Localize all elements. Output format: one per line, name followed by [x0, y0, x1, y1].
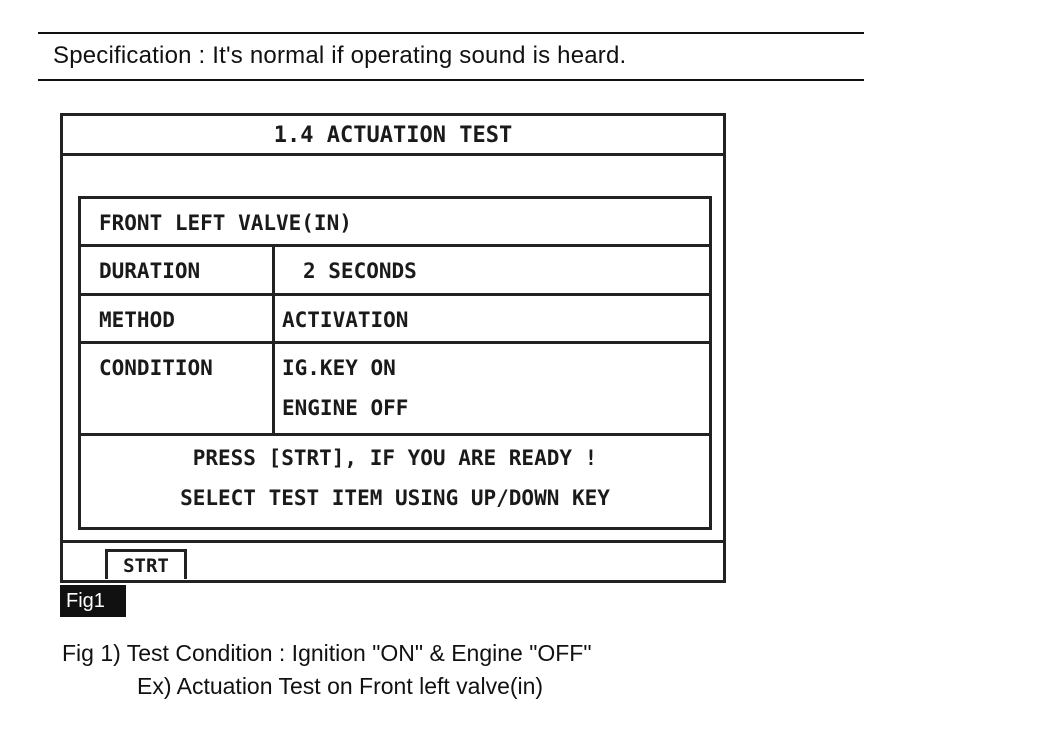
top-rule — [38, 32, 864, 34]
method-value: ACTIVATION — [282, 308, 409, 332]
figure-tag: Fig1 — [60, 585, 126, 617]
softkey-strip — [63, 540, 723, 580]
test-info-box — [78, 196, 712, 530]
condition-label: CONDITION — [99, 356, 213, 380]
duration-value: 2 SECONDS — [303, 259, 417, 283]
test-item-row — [81, 199, 709, 247]
figure-caption-line2: Ex) Actuation Test on Front left valve(in) — [137, 673, 544, 699]
bottom-rule — [38, 79, 864, 81]
start-softkey[interactable]: STRT — [105, 549, 187, 579]
screen-title: 1.4 ACTUATION TEST — [63, 116, 723, 156]
method-label: METHOD — [99, 308, 175, 332]
test-item-name: FRONT LEFT VALVE(IN) — [99, 211, 352, 235]
condition-value-engine: ENGINE OFF — [282, 396, 409, 420]
figure-caption-line1: Fig 1) Test Condition : Ignition "ON" & Engine "OFF" — [62, 640, 592, 666]
condition-row — [81, 344, 709, 436]
method-row — [81, 296, 709, 344]
press-start-prompt: PRESS [STRT], IF YOU ARE READY ! — [192, 446, 598, 470]
condition-value-ignition: IG.KEY ON — [282, 356, 396, 380]
duration-row — [81, 247, 709, 296]
specification-text: Specification : It's normal if operating sound is heard. — [53, 42, 627, 69]
column-divider — [272, 247, 275, 436]
duration-label: DURATION — [99, 259, 201, 283]
scan-tool-screen — [60, 113, 726, 583]
prompt-area — [81, 436, 709, 530]
select-item-prompt: SELECT TEST ITEM USING UP/DOWN KEY — [180, 486, 610, 510]
